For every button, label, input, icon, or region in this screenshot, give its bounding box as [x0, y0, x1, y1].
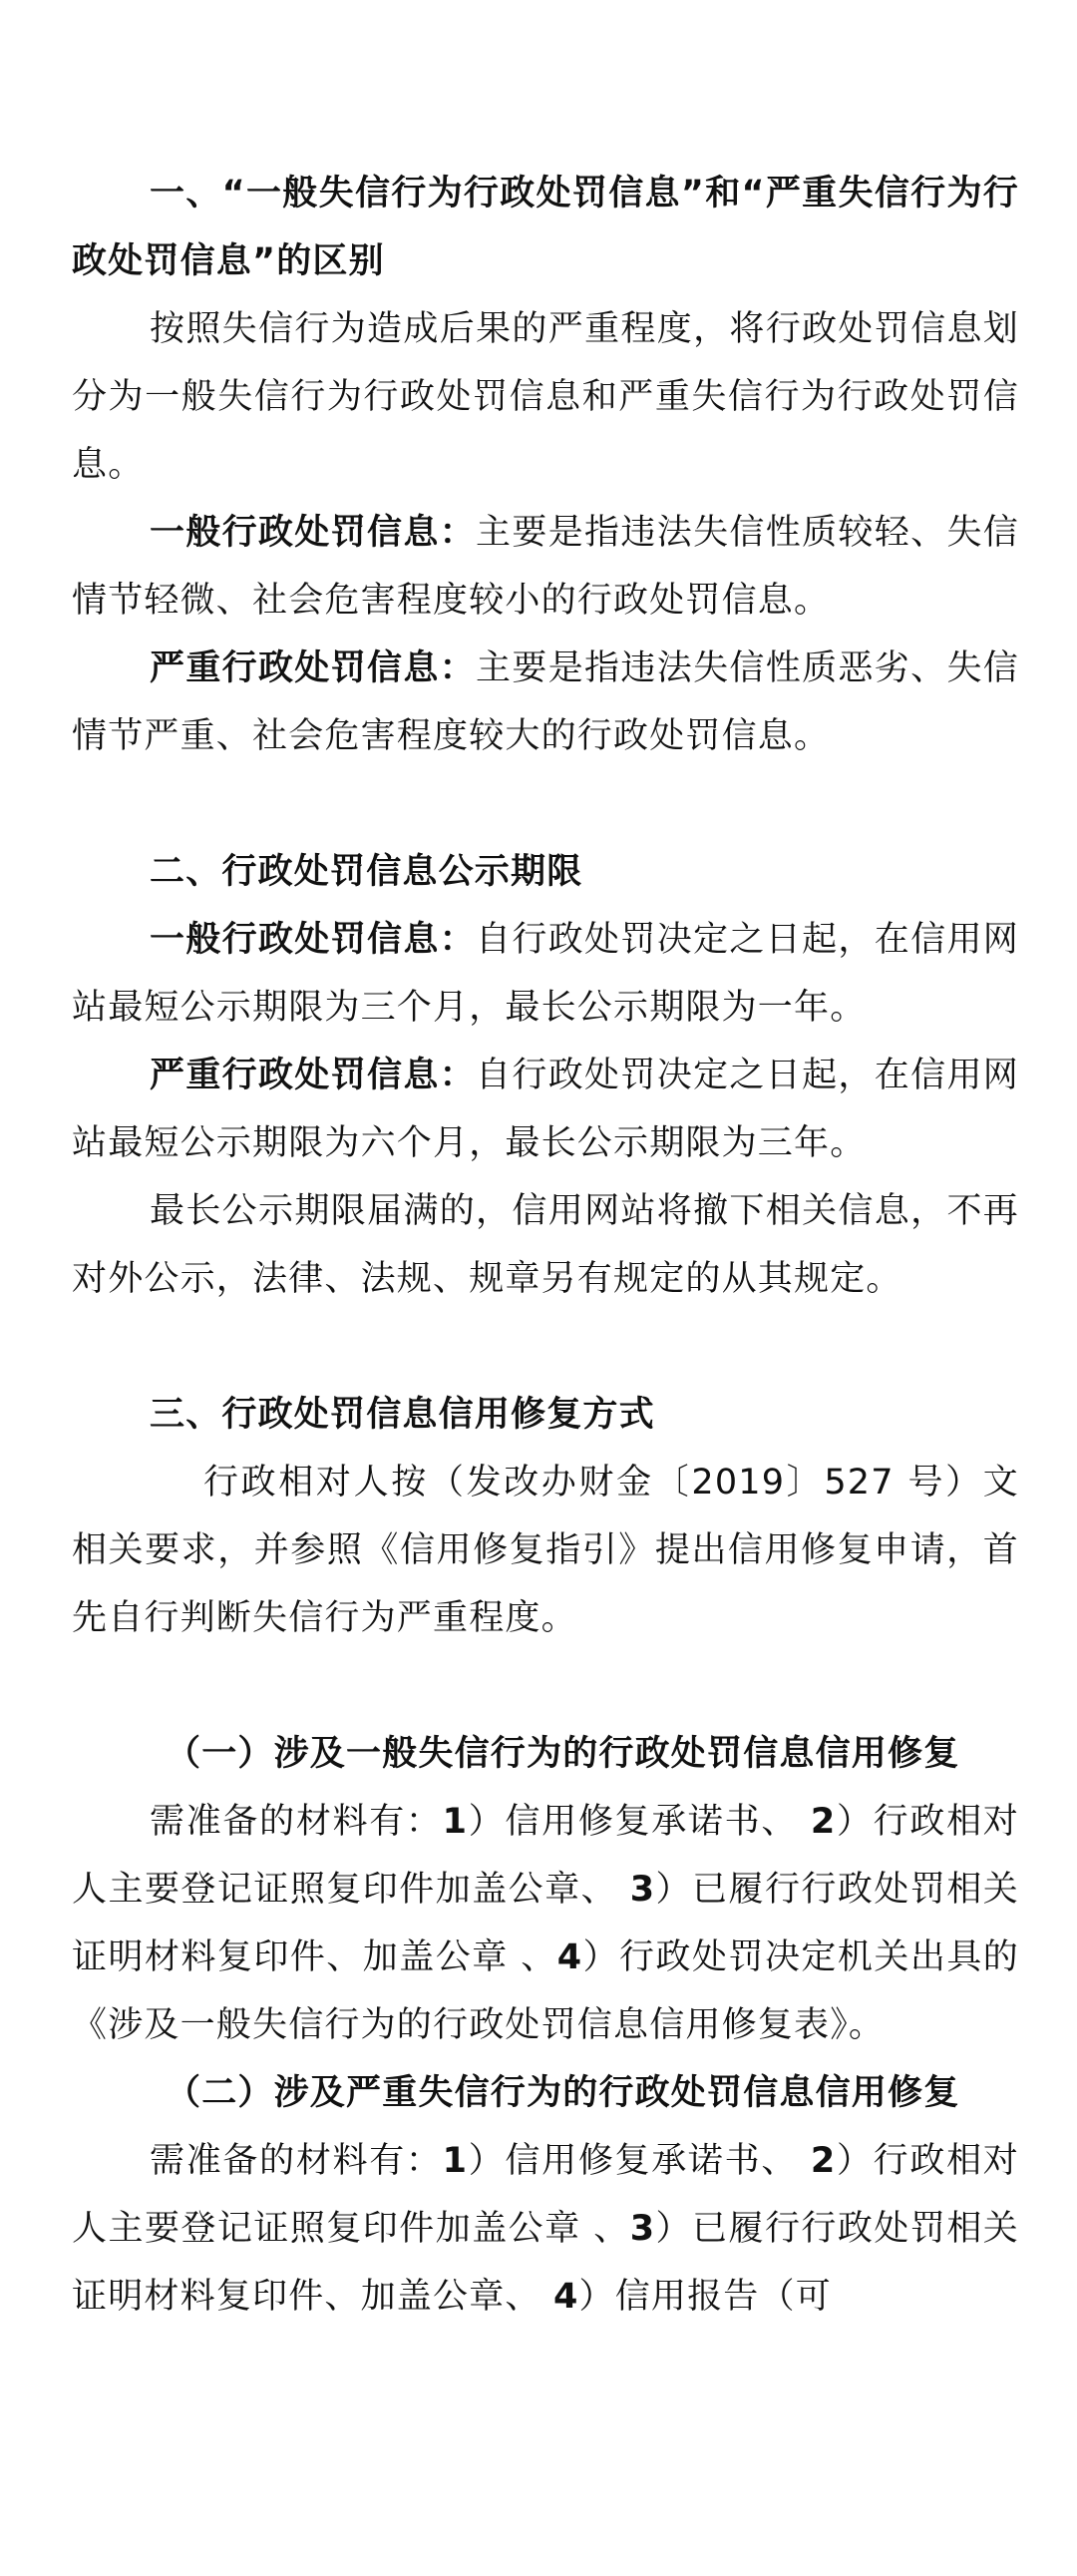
- section-1-serious: [72, 635, 1019, 770]
- serious-text: 主要是指违法失信性质恶劣、失信情节严重、社会危害程度较大的行政处罚信息。: [72, 648, 1019, 756]
- general-text: 主要是指违法失信性质较轻、失信情节轻微、社会危害程度较小的行政处罚信息。: [72, 513, 1019, 621]
- item-number: 1: [442, 1802, 469, 1842]
- serious-label: 严重行政处罚信息：: [150, 1056, 477, 1095]
- section-2-expire: 最长公示期限届满的，信用网站将撤下相关信息，不再对外公示，法律、法规、规章另有规定的从其规定。: [72, 1191, 1019, 1299]
- section-3-title: 三、行政处罚信息信用修复方式: [150, 1395, 655, 1435]
- subsection-1-title: （一）涉及一般失信行为的行政处罚信息信用修复: [166, 1734, 960, 1774]
- serious-label: 严重行政处罚信息：: [150, 648, 477, 688]
- item-text: ）信用修复承诺书、: [468, 1802, 811, 1842]
- item-text: ）行政处罚决定机关出具的《涉及一般失信行为的行政处罚信息信用修复表》。: [72, 1937, 1019, 2045]
- general-label: 一般行政处罚信息：: [150, 513, 477, 553]
- section-1-general: [72, 499, 1019, 635]
- spacer: [72, 1652, 1019, 1720]
- section-2-serious: [72, 1042, 1019, 1177]
- item-number: 2: [810, 2141, 837, 2181]
- general-label: 一般行政处罚信息：: [150, 920, 477, 960]
- section-1-title: 一、“一般失信行为行政处罚信息”和“严重失信行为行政处罚信息”的区别: [72, 174, 1019, 281]
- section-2-title: 二、行政处罚信息公示期限: [150, 852, 583, 892]
- item-text: ）信用修复承诺书、: [468, 2141, 811, 2181]
- section-1-intro: 按照失信行为造成后果的严重程度，将行政处罚信息划分为一般失信行为行政处罚信息和严重失信行为行政处罚信息。: [72, 309, 1019, 485]
- item-text: ）已履行行政处罚相关证明材料复印件、加盖公章、: [72, 2209, 1019, 2317]
- item-number: 2: [810, 1802, 837, 1842]
- item-text: ）行政相对人主要登记证照复印件加盖公章 、: [72, 2141, 1019, 2249]
- spacer: [72, 770, 1019, 838]
- section-3-intro: 行政相对人按（发改办财金〔2019〕527 号）文相关要求，并参照《信用修复指引》提出信用修复申请，首先自行判断失信行为严重程度。: [72, 1463, 1019, 1638]
- serious-text: 自行政处罚决定之日起，在信用网站最短公示期限为六个月，最长公示期限为三年。: [72, 1056, 1019, 1163]
- item-text: ）已履行行政处罚相关证明材料复印件、加盖公章 、: [72, 1870, 1019, 1977]
- materials-prefix: 需准备的材料有：: [150, 1802, 443, 1842]
- subsection-2-materials: [72, 2127, 1019, 2331]
- subsection-1-materials: [72, 1788, 1019, 2059]
- item-number: 4: [552, 2277, 579, 2317]
- item-text: ）信用报告（可: [578, 2277, 832, 2317]
- item-number: 4: [556, 1937, 583, 1977]
- item-number: 3: [629, 2209, 656, 2249]
- item-number: 3: [629, 1870, 656, 1910]
- materials-prefix: 需准备的材料有：: [150, 2141, 443, 2181]
- item-text: ）行政相对人主要登记证照复印件加盖公章、: [72, 1802, 1019, 1910]
- item-number: 1: [442, 2141, 469, 2181]
- section-2-general: [72, 906, 1019, 1042]
- subsection-2-title: （二）涉及严重失信行为的行政处罚信息信用修复: [166, 2073, 960, 2113]
- spacer: [72, 1313, 1019, 1381]
- document-page: [72, 160, 1019, 2331]
- general-text: 自行政处罚决定之日起，在信用网站最短公示期限为三个月，最长公示期限为一年。: [72, 920, 1019, 1028]
